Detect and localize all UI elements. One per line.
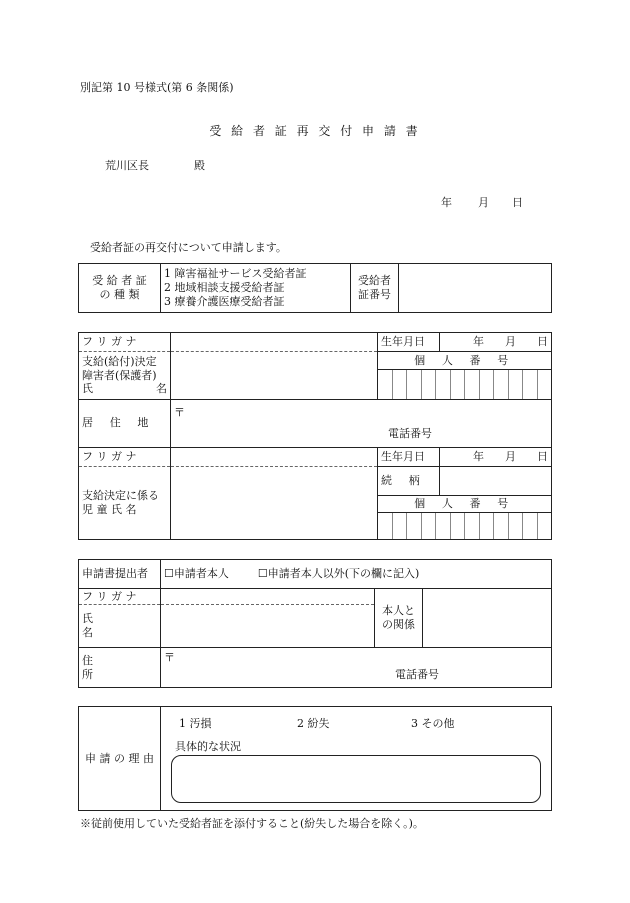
reason-table: [78, 706, 552, 811]
submitter-postal-mark: 〒: [164, 651, 175, 664]
relationship-field[interactable]: [440, 467, 552, 495]
cert-type-label-line2: の 種 類: [99, 288, 140, 301]
submitter-relation-label: [375, 589, 423, 648]
reason-option-damage[interactable]: 1 汚損: [179, 717, 212, 730]
name-label-line2: 障害者(保護者): [82, 368, 157, 382]
submitter-name-label: 氏 名: [79, 605, 161, 648]
child-personal-number-grid[interactable]: [378, 512, 552, 539]
relation-label-line1: 本人と: [382, 604, 415, 618]
submitter-furigana-field[interactable]: [161, 589, 375, 605]
submitter-other-checkbox[interactable]: ☐申請者本人以外(下の欄に記入): [257, 567, 420, 581]
submitter-address-field[interactable]: [161, 648, 552, 688]
applicant-name-label: [79, 352, 171, 399]
child-name-field[interactable]: [171, 467, 378, 540]
cert-number-label-line2: 証番号: [358, 288, 391, 301]
date-day-label: 日: [512, 196, 523, 209]
cert-number-field[interactable]: [399, 264, 552, 313]
honorific: 殿: [194, 159, 205, 172]
submitter-options: [161, 560, 552, 589]
name-label-mei: 名: [156, 382, 167, 396]
postal-mark: 〒: [174, 405, 185, 419]
name-label-line1: 支給(給付)決定: [82, 354, 157, 368]
page-title: 受 給 者 証 再 交 付 申 請 書: [209, 124, 421, 138]
intro-text: 受給者証の再交付について申請します。: [90, 241, 287, 254]
submitter-phone-label: 電話番号: [395, 668, 439, 682]
furigana-field[interactable]: [171, 333, 378, 352]
birth-day-label: 日: [537, 335, 548, 349]
child-birth-month-label: 月: [505, 450, 517, 464]
phone-label: 電話番号: [388, 427, 432, 441]
child-birth-year-label: 年: [473, 450, 485, 464]
furigana-text: フ リ ガ ナ: [82, 335, 137, 349]
address-field[interactable]: [171, 399, 552, 447]
reason-option-lost[interactable]: 2 紛失: [297, 717, 330, 730]
date-year-label: 年: [441, 196, 452, 209]
addressee: 荒川区長: [105, 159, 149, 172]
reason-detail-field[interactable]: [171, 755, 541, 803]
relationship-label: 続 柄: [378, 467, 440, 495]
personal-number-label: 個 人 番 号: [378, 352, 552, 370]
submitter-relation-field[interactable]: [423, 589, 552, 648]
submitter-table: [78, 559, 552, 688]
birth-month-label: 月: [505, 335, 517, 349]
child-name-label-line2: 児 童 氏 名: [82, 503, 137, 517]
child-name-label: [79, 467, 171, 540]
cert-option-3[interactable]: 3 療養介護医療受給者証: [164, 294, 285, 308]
child-name-label-line1: 支給決定に係る: [82, 489, 159, 503]
applicant-table: [78, 332, 552, 540]
reason-label: 申 請 の 理 由: [79, 707, 161, 811]
child-birth-date-field[interactable]: [440, 448, 552, 467]
child-birth-label: 生年月日: [378, 448, 440, 467]
child-birth-day-label: 日: [537, 450, 548, 464]
cert-type-table: [78, 263, 552, 313]
address-label: 居 住 地: [79, 399, 171, 447]
cert-type-label: [79, 264, 161, 313]
birth-date-field[interactable]: [440, 333, 552, 352]
furigana-label: [79, 333, 171, 352]
date-month-label: 月: [478, 196, 489, 209]
cert-number-label: [351, 264, 399, 313]
cert-number-label-line1: 受給者: [358, 274, 391, 288]
form-reference: 別記第 10 号様式(第 6 条関係): [80, 81, 234, 94]
submitter-self-checkbox[interactable]: ☐申請者本人: [164, 567, 229, 581]
reason-detail-label: 具体的な状況: [175, 740, 241, 753]
child-furigana-field[interactable]: [171, 448, 378, 467]
personal-number-grid[interactable]: [378, 370, 552, 399]
cert-option-2[interactable]: 2 地域相談支援受給者証: [164, 281, 285, 295]
submitter-label: 申請書提出者: [79, 560, 161, 589]
submitter-address-label: 住 所: [79, 648, 161, 688]
submitter-furigana-label: フ リ ガ ナ: [79, 589, 161, 605]
birth-label: 生年月日: [378, 333, 440, 352]
cert-type-label-line1: 受 給 者 証: [92, 274, 147, 288]
cert-type-options: [161, 264, 351, 313]
child-furigana-label: フ リ ガ ナ: [79, 448, 171, 467]
footnote: ※従前使用していた受給者証を添付すること(紛失した場合を除く。)。: [80, 817, 424, 830]
relation-label-line2: の関係: [382, 618, 415, 631]
name-label-shi: 氏: [82, 382, 93, 396]
cert-option-1[interactable]: 1 障害福祉サービス受給者証: [164, 267, 307, 281]
reason-option-other[interactable]: 3 その他: [411, 717, 455, 730]
child-personal-number-label: 個 人 番 号: [378, 495, 552, 512]
reason-content: [161, 707, 552, 811]
submitter-name-field[interactable]: [161, 605, 375, 648]
birth-year-label: 年: [473, 335, 485, 349]
applicant-name-field[interactable]: [171, 352, 378, 399]
